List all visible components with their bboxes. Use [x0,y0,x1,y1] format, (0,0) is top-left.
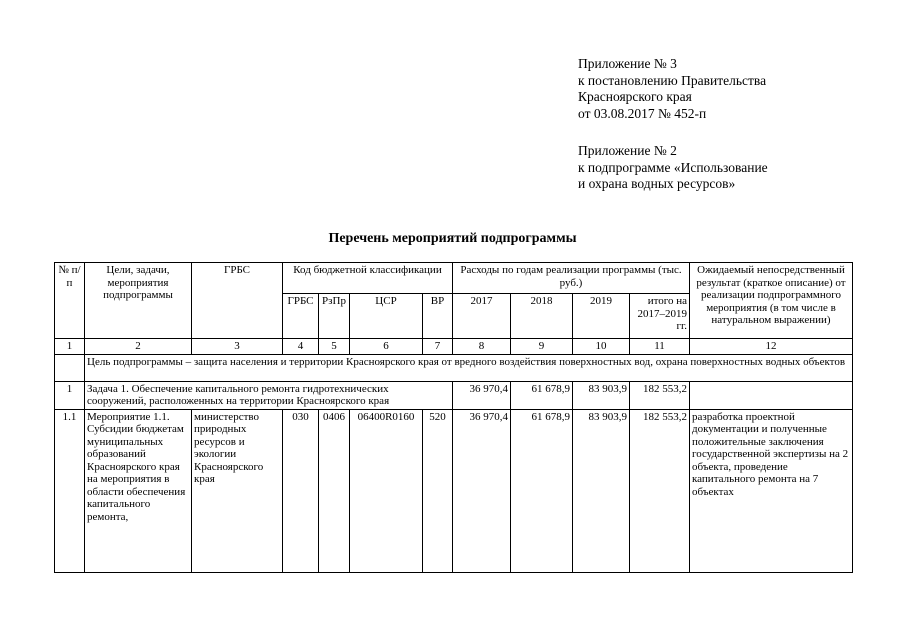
task-2017: 36 970,4 [453,381,511,409]
task-text: Задача 1. Обеспечение капитального ремонта гидротехнических сооружений, расположенных на территории Красноярского края [85,381,453,409]
header-2017: 2017 [453,294,511,339]
measure-text: Мероприятие 1.1. Субсидии бюджетам муниципальных образований Красноярского края на мероприятия в области обеспечения капитального ремонта, [85,409,192,572]
column-number: 5 [319,339,350,355]
column-number: 7 [423,339,453,355]
header-budget-code: Код бюджетной классификации [283,263,453,294]
appendix-line: от 03.08.2017 № 452-п [578,105,707,121]
measure-total: 182 553,2 [630,409,690,572]
task-2019: 83 903,9 [573,381,630,409]
column-number: 9 [511,339,573,355]
column-number: 11 [630,339,690,355]
appendix-line: Приложение № 2 [578,143,677,158]
measure-2017: 36 970,4 [453,409,511,572]
header-vr: ВР [423,294,453,339]
page-title: Перечень мероприятий подпрограммы [328,231,577,246]
header-2018: 2018 [511,294,573,339]
task-row [55,381,853,409]
header-expenses: Расходы по годам реализации программы (тыс. руб.) [453,263,690,294]
column-number-row [55,339,853,355]
column-number: 4 [283,339,319,355]
appendix-line: к постановлению Правительства [578,72,767,88]
measure-grbs: министерство природных ресурсов и экологии Красноярского края [192,409,283,572]
header-2019: 2019 [573,294,630,339]
measure-result: разработка проектной документации и полученные положительные заключения государственной экспертизы на 2 объекта, проведение капитального ремонта на 7 объектах [690,409,853,572]
measure-num: 1.1 [55,409,85,572]
appendix-line: к подпрограмме «Использование [578,159,768,175]
goal-text: Цель подпрограммы – защита населения и территории Красноярского края от вредного воздействия поверхностных вод, охрана поверхностных водных объектов [85,354,853,381]
column-number: 6 [350,339,423,355]
measure-csr: 06400R0160 [350,409,423,572]
appendix-header [578,56,768,193]
measure-2018: 61 678,9 [511,409,573,572]
column-number: 3 [192,339,283,355]
appendix-line: Красноярского края [578,89,692,104]
measure-2019: 83 903,9 [573,409,630,572]
task-2018: 61 678,9 [511,381,573,409]
column-number: 8 [453,339,511,355]
header-row [55,263,853,294]
measure-row [55,409,853,572]
column-number: 10 [573,339,630,355]
appendix-line: Приложение № 3 [578,56,677,71]
measure-rzpr: 0406 [319,409,350,572]
column-number: 12 [690,339,853,355]
column-number: 1 [55,339,85,355]
header-num: № п/п [55,263,85,339]
appendix-line: и охрана водных ресурсов» [578,176,736,191]
goal-row [55,354,853,381]
header-grbs-code: ГРБС [283,294,319,339]
header-grbs: ГРБС [192,263,283,339]
task-num: 1 [55,381,85,409]
header-csr: ЦСР [350,294,423,339]
header-rzpr: РзПр [319,294,350,339]
measure-vr: 520 [423,409,453,572]
header-goals: Цели, задачи, мероприятия подпрограммы [85,263,192,339]
header-result: Ожидаемый непосредственный результат (краткое описание) от реализации подпрограммного мероприятия (в том числе в натуральном выражении) [690,263,853,339]
measure-grbs-code: 030 [283,409,319,572]
task-total: 182 553,2 [630,381,690,409]
column-number: 2 [85,339,192,355]
measures-table [54,262,853,573]
header-total: итого на 2017–2019 гг. [630,294,690,339]
